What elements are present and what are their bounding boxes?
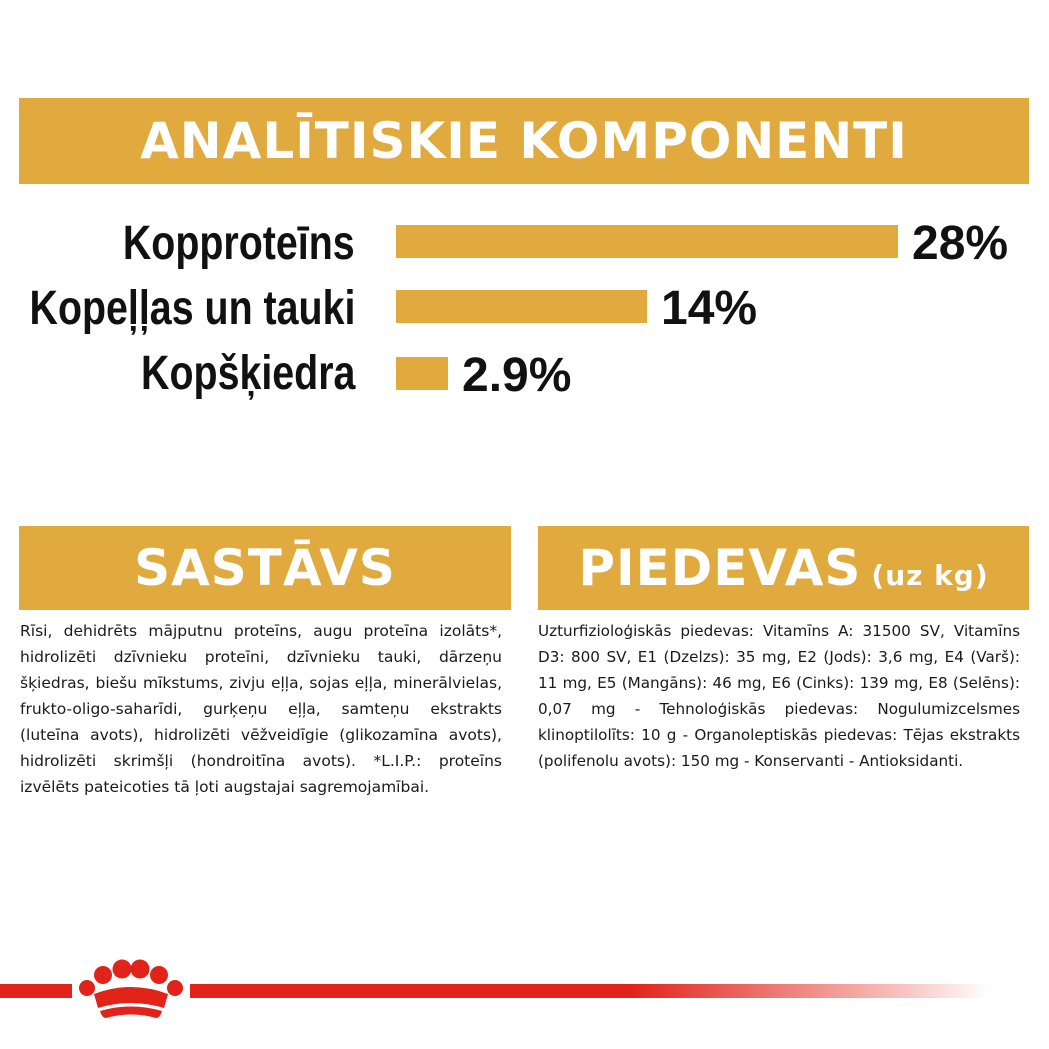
component-value-fat: 14% <box>661 282 758 335</box>
component-bar-protein <box>396 225 898 258</box>
royal-canin-crown-icon <box>72 958 190 1020</box>
component-label-fat: Kopeļļas un tauki <box>29 282 355 335</box>
additives-title: PIEDEVAS <box>578 539 862 597</box>
composition-text: Rīsi, dehidrēts mājputnu proteīns, augu proteīna izolāts*, hidrolizēti dzīvnieku proteīni, dzīvnieku tauki, dārzeņu šķiedras, biešu mīkstums, zivju eļļa, sojas eļļa, minerālvielas, frukto-oligo-saharīdi, gurķeņu eļļa, samteņu ekstrakts (luteīna avots), hidrolizēti vēžveidīgie (glikozamīna avots), hidrolizēti skrimšļi (hondroitīna avots). *L.I.P.: proteīns izvēlēts pateicoties tā ļoti augstajai sagremojamībai. <box>20 622 502 796</box>
component-label-fiber: Kopšķiedra <box>140 347 355 400</box>
additives-subtitle: (uz kg) <box>871 558 989 592</box>
additives-banner <box>538 526 1029 610</box>
additives-text: Uzturfizioloģiskās piedevas: Vitamīns A: 31500 SV, Vitamīns D3: 800 SV, E1 (Dzelzs): 35 mg, E2 (Jods): 3,6 mg, E4 (Varš): 11 mg, E5 (Mangāns): 46 mg, E6 (Cinks): 139 mg, E8 (Selēns): 0,07 mg - Tehnoloģiskās piedevas: Nogulumizcelsmes klinoptilolīts: 10 g - Organoleptiskās piedevas: Tējas ekstrakts (polifenolu avots): 150 mg - Konservanti - Antioksidanti. <box>538 622 1020 770</box>
component-bar-fat <box>396 290 647 323</box>
composition-title: SASTĀVS <box>134 539 396 597</box>
analytical-components-title: ANALĪTISKIE KOMPONENTI <box>140 112 908 170</box>
composition-banner <box>19 526 511 610</box>
component-value-fiber: 2.9% <box>462 349 572 402</box>
component-value-protein: 28% <box>912 217 1009 270</box>
component-label-protein: Kopproteīns <box>123 217 355 270</box>
analytical-components-banner <box>19 98 1029 184</box>
footer-red-line-right <box>190 984 990 998</box>
footer-red-line-left <box>0 984 72 998</box>
component-bar-fiber <box>396 357 448 390</box>
